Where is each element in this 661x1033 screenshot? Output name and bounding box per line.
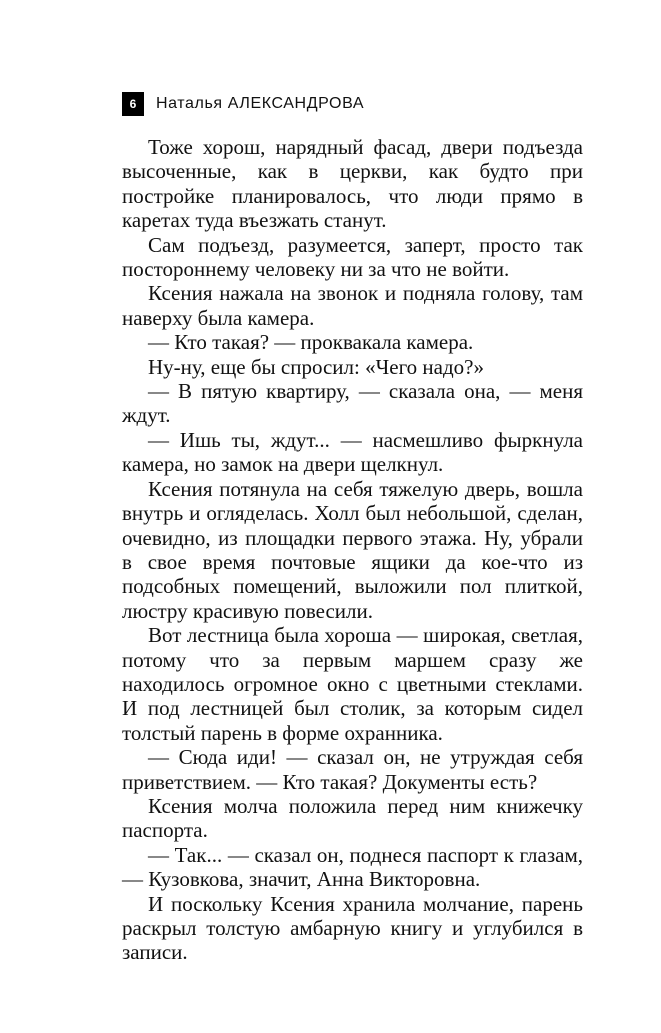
body-text (122, 135, 583, 965)
paragraph-4: — Кто такая? — проквакала камера. (148, 330, 474, 355)
paragraph-3: Ксения нажала на звонок и подняла голову, там наверху была камера. (122, 281, 583, 330)
paragraph-10: — Сюда иди! — сказал он, не утруждая себя приветствием. — Кто такая? Документы есть? (122, 745, 583, 794)
paragraph-1: Тоже хорош, нарядный фасад, двери подъезда высоченные, как в церкви, как будто при постройке планировалось, что люди прямо в каретах туда въезжать станут. (122, 135, 583, 233)
running-title-author: Наталья АЛЕКСАНДРОВА (156, 95, 365, 112)
running-head (122, 92, 364, 116)
paragraph-6: — В пятую квартиру, — сказала она, — меня ждут. (122, 379, 583, 428)
paragraph-12: — Так... — сказал он, поднеся паспорт к глазам, — Кузовкова, значит, Анна Викторовна. (122, 842, 583, 892)
paragraph-9: Вот лестница была хороша — широкая, светлая, потому что за первым маршем сразу же находилось огромное окно с цветными стеклами. И под лестницей был столик, за которым сидел толстый парень в форме охранника. (122, 623, 583, 745)
paragraph-2: Сам подъезд, разумеется, заперт, просто так постороннему человеку ни за что не войти. (122, 232, 583, 282)
paragraph-11: Ксения молча положила перед ним книжечку паспорта. (122, 793, 583, 843)
page-number: 6 (122, 92, 144, 116)
paragraph-13: И поскольку Ксения хранила молчание, парень раскрыл толстую амбарную книгу и углубился в записи. (122, 891, 583, 965)
paragraph-8: Ксения потянула на себя тяжелую дверь, вошла внутрь и огляделась. Холл был небольшой, сделан, очевидно, из площадки первого этажа. Ну, убрали в свое время почтовые ящики да кое-что из подсобных помещений, выложили пол плиткой, люстру красивую повесили. (122, 476, 583, 623)
paragraph-7: — Ишь ты, ждут... — насмешливо фыркнула камера, но замок на двери щелкнул. (122, 427, 583, 477)
paragraph-5: Ну-ну, еще бы спросил: «Чего надо?» (148, 354, 484, 379)
